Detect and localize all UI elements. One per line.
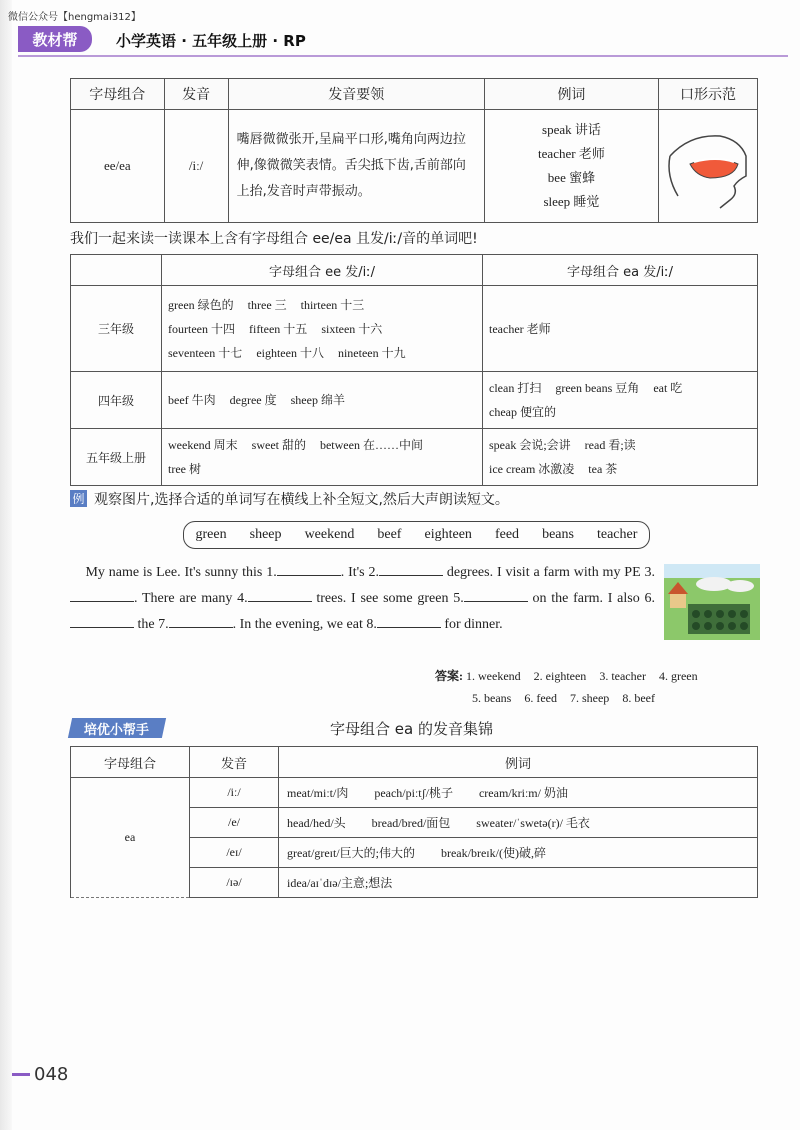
word: beef 牛肉: [168, 393, 216, 407]
intro-line: 我们一起来读一读课本上含有字母组合 ee/ea 且发/iː/音的单词吧!: [70, 231, 478, 247]
blank-number: 6.: [644, 591, 655, 606]
t1-header-examples: 例词: [484, 79, 658, 110]
t1-example: bee 蜜蜂: [547, 170, 596, 185]
blank-number: 1.: [266, 565, 277, 580]
mouth-diagram-icon: [660, 116, 756, 216]
word: sheep 绵羊: [290, 393, 345, 407]
t3-examples: [279, 778, 758, 808]
t2-ee-words: [162, 372, 483, 429]
t2-grade: 三年级: [71, 286, 162, 372]
word: seventeen 十七: [168, 345, 243, 360]
answers-line-1: [435, 667, 708, 684]
passage: [70, 560, 655, 638]
farm-illustration: [664, 564, 760, 640]
answer: 5. beans: [472, 691, 512, 705]
word: idea/aɪˈdɪə/主意;想法: [287, 876, 393, 890]
word: green beans 豆角: [555, 381, 640, 395]
word: weekend 周末: [168, 438, 238, 452]
word: sweater/ˈswetə(r)/ 毛衣: [476, 816, 590, 830]
passage-text: . In the evening, we eat: [232, 617, 367, 632]
t3-phonetic: /e/: [190, 808, 279, 838]
t2-ea-words: [483, 286, 758, 372]
blank-2[interactable]: [379, 561, 443, 576]
t1-example: sleep 睡觉: [543, 194, 600, 209]
t3-examples: [279, 808, 758, 838]
blank-number: 2.: [368, 565, 379, 580]
t2-grade: 五年级上册: [71, 429, 162, 486]
word: speak 会说;会讲: [489, 438, 571, 452]
passage-text: for dinner.: [440, 617, 503, 632]
t1-example: speak 讲话: [542, 122, 601, 137]
book-title: 小学英语 · 五年级上册 · RP: [116, 32, 306, 50]
t1-header-combo: 字母组合: [71, 79, 165, 110]
word: ice cream 冰激凌: [489, 462, 575, 476]
blank-number: 5.: [453, 591, 464, 606]
word: between 在……中间: [319, 438, 423, 452]
word-bank: [183, 521, 650, 549]
word: read 看;读: [584, 438, 636, 452]
t2-ee-words: [162, 429, 483, 486]
answer: 8. beef: [622, 691, 655, 705]
answer-label: 答案:: [435, 669, 463, 683]
passage-text: degrees. I visit a farm with my PE: [442, 565, 645, 580]
passage-text: the: [134, 617, 159, 632]
word: fifteen 十五: [248, 321, 308, 336]
t3-phonetic: /ɪə/: [190, 868, 279, 898]
passage-text: . There are many: [134, 591, 238, 606]
helper-tag-label: 培优小帮手: [84, 722, 150, 738]
t3-combo: ea: [71, 778, 190, 898]
blank-6[interactable]: [70, 613, 134, 628]
t1-examples: [484, 110, 658, 223]
t1-header-mouth: 口形示范: [659, 79, 758, 110]
blank-8[interactable]: [377, 613, 441, 628]
t3-examples: [279, 838, 758, 868]
word: green 绿色的: [168, 297, 234, 312]
example-badge: 例: [70, 490, 87, 507]
word: great/greɪt/巨大的;伟大的: [287, 846, 415, 860]
blank-7[interactable]: [169, 613, 233, 628]
t1-key-points: 嘴唇微微张开,呈扁平口形,嘴角向两边拉伸,像微微笑表情。舌尖抵下齿,舌前部向上抬,发音时声带振动。: [228, 110, 484, 223]
word: tea 茶: [588, 462, 618, 476]
word-bank-item: weekend: [304, 527, 355, 542]
blank-4[interactable]: [248, 587, 312, 602]
t2-ee-words: [162, 286, 483, 372]
blank-number: 8.: [366, 617, 377, 632]
word: eighteen 十八: [256, 345, 324, 360]
answer: 7. sheep: [569, 691, 610, 705]
t3-examples: [279, 868, 758, 898]
word: sixteen 十六: [321, 321, 383, 336]
word: head/hed/头: [287, 816, 346, 830]
word-bank-item: green: [195, 527, 227, 542]
word: meat/miːt/肉: [287, 786, 349, 800]
answer: 6. feed: [524, 691, 557, 705]
word: fourteen 十四: [168, 321, 235, 336]
word: thirteen 十三: [300, 297, 365, 312]
watermark: 微信公众号【hengmai312】: [8, 12, 141, 23]
t2-header-ee: 字母组合 ee 发/iː/: [162, 255, 483, 286]
blank-5[interactable]: [464, 587, 528, 602]
mouth-diagram-cell: [659, 110, 758, 223]
t3-header-phonetic: 发音: [190, 747, 279, 778]
word: degree 度: [229, 393, 277, 407]
answer: 2. eighteen: [533, 669, 587, 683]
t1-header-phonetic: 发音: [164, 79, 228, 110]
t3-header-examples: 例词: [279, 747, 758, 778]
t1-example: teacher 老师: [538, 146, 605, 161]
t3-header-combo: 字母组合: [71, 747, 190, 778]
word: peach/piːtʃ/桃子: [374, 786, 453, 800]
word-bank-item: beans: [542, 527, 574, 542]
passage-text: trees. I see some green: [311, 591, 454, 606]
word: break/breɪk/(使)破,碎: [440, 846, 546, 860]
answer: 4. green: [658, 669, 698, 683]
word-bank-item: eighteen: [424, 527, 472, 542]
word-bank-item: beef: [377, 527, 402, 542]
word-bank-item: teacher: [596, 527, 638, 542]
brand-tab: 教材帮: [18, 26, 92, 52]
word: three 三: [247, 297, 287, 312]
answers-line-2: [472, 691, 665, 706]
blank-3[interactable]: [70, 587, 134, 602]
example-instruction: 观察图片,选择合适的单词写在横线上补全短文,然后大声朗读短文。: [94, 492, 509, 508]
word: clean 打扫: [489, 381, 542, 395]
word: tree 树: [168, 462, 201, 476]
answer: 3. teacher: [599, 669, 646, 683]
blank-number: 4.: [237, 591, 248, 606]
t2-header-ea: 字母组合 ea 发/iː/: [483, 255, 758, 286]
passage-text: on the farm. I also: [527, 591, 645, 606]
blank-1[interactable]: [277, 561, 341, 576]
page-marker: [12, 1073, 30, 1076]
t1-header-key: 发音要领: [228, 79, 484, 110]
passage-text: . It's: [340, 565, 369, 580]
t3-phonetic: /eɪ/: [190, 838, 279, 868]
t3-phonetic: /iː/: [190, 778, 279, 808]
helper-title: 字母组合 ea 的发音集锦: [330, 720, 493, 738]
passage-text: My name is Lee. It's sunny this: [85, 565, 267, 580]
t2-grade: 四年级: [71, 372, 162, 429]
pronunciation-table: [70, 78, 758, 223]
word-bank-item: sheep: [249, 527, 282, 542]
t2-header-blank: [71, 255, 162, 286]
t1-combo: ee/ea: [71, 110, 165, 223]
header-divider: [18, 55, 788, 57]
blank-number: 7.: [158, 617, 169, 632]
word: nineteen 十九: [337, 345, 406, 360]
blank-number: 3.: [644, 565, 656, 580]
t2-ea-words: [483, 429, 758, 486]
word: cheap 便宜的: [489, 405, 556, 419]
grade-words-table: [70, 254, 758, 486]
page-number: 048: [34, 1064, 69, 1085]
word: cream/kriːm/ 奶油: [478, 786, 568, 800]
word: bread/bred/面包: [371, 816, 451, 830]
word: sweet 甜的: [251, 438, 306, 452]
ea-sounds-table: [70, 746, 758, 898]
helper-tag: [68, 718, 166, 738]
t2-ea-words: [483, 372, 758, 429]
answer: 1. weekend: [466, 669, 521, 683]
word: teacher 老师: [489, 321, 551, 336]
t1-phonetic: /iː/: [164, 110, 228, 223]
word-bank-item: feed: [494, 527, 520, 542]
word: eat 吃: [653, 381, 683, 395]
page-edge: [0, 0, 12, 1130]
